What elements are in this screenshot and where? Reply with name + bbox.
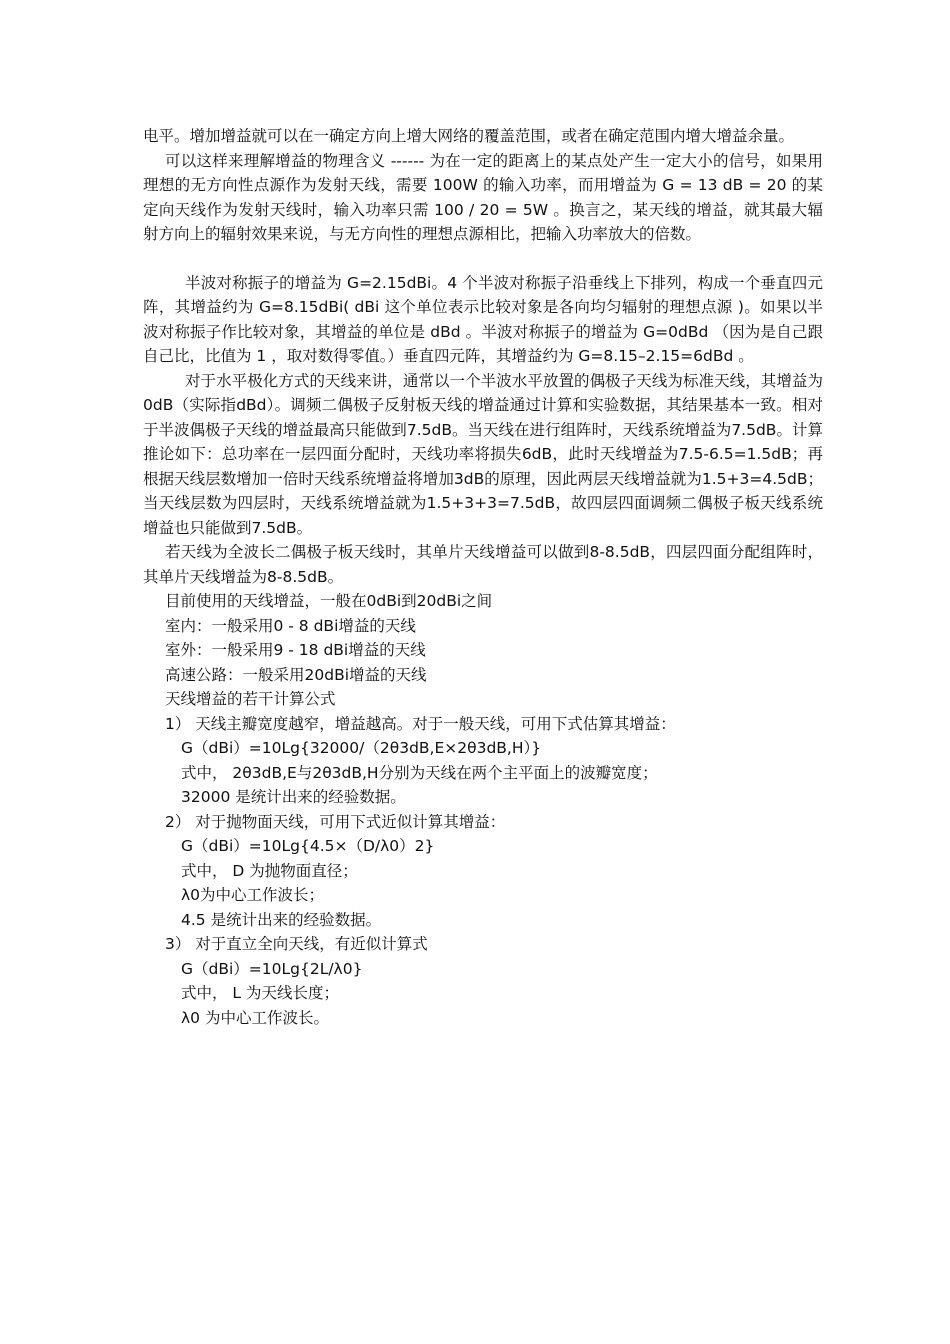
line-highway: 高速公路：一般采用20dBi增益的天线: [165, 665, 427, 684]
paragraph-full-wave-dipole: 若天线为全波长二偶极子板天线时，其单片天线增益可以做到8-8.5dB，四层四面分配组阵时，其单片天线增益为8-8.5dB。: [143, 543, 823, 586]
paragraph-spacer: [143, 247, 823, 271]
line-item-3: 3） 对于直立全向天线，有近似计算式: [165, 935, 428, 953]
line-formula-3-wavelength: λ0 为中心工作波长。: [181, 1008, 329, 1027]
line-outdoor: 室外：一般采用9 - 18 dBi增益的天线: [165, 641, 426, 659]
paragraph-coverage: 电平。增加增益就可以在一确定方向上增大网络的覆盖范围，或者在确定范围内增大增益余量。: [143, 127, 795, 145]
paragraph-horizontal-polarization: 对于水平极化方式的天线来讲，通常以一个半波水平放置的偶极子天线为标准天线，其增益为0dB（实际指dBd）。调频二偶极子反射板天线的增益通过计算和实验数据，其结果基本一致。相对于半波偶极子天线的增益最高只能做到7.5dB。当天线在进行组阵时，天线系统增益为7.5dB。计算推论如下：总功率在一层四面分配时，天线功率将损失6dB，此时天线增益为7.5-6.5=1.5dB；再根据天线层数增加一倍时天线系统增益将增加3dB的原理，因此两层天线增益就为1.5+3=4.5dB；当天线层数为四层时，天线系统增益就为1.5+3+3=7.5dB，故四层四面调频二偶极子板天线系统增益也只能做到7.5dB。: [143, 371, 823, 537]
line-gain-range: 目前使用的天线增益，一般在0dBi到20dBi之间: [165, 592, 493, 610]
line-formula-1: G（dBi）=10Lg{32000/（2θ3dB,E×2θ3dB,H）}: [181, 739, 542, 757]
line-item-1: 1） 天线主瓣宽度越窄，增益越高。对于一般天线，可用下式估算其增益：: [165, 714, 676, 733]
line-indoor: 室内：一般采用0 - 8 dBi增益的天线: [165, 616, 416, 635]
line-formula-1-note: 式中， 2θ3dB,E与2θ3dB,H分别为天线在两个主平面上的波瓣宽度；: [181, 763, 658, 782]
line-formula-3: G（dBi）=10Lg{2L/λ0}: [181, 959, 363, 978]
line-formula-1-data: 32000 是统计出来的经验数据。: [181, 788, 406, 806]
line-formula-2-data: 4.5 是统计出来的经验数据。: [181, 910, 382, 929]
document-body: [143, 124, 823, 1030]
paragraph-half-wave-dipole: 半波对称振子的增益为 G=2.15dBi。4 个半波对称振子沿垂线上下排列，构成一个垂直四元阵，其增益约为 G=8.15dBi( dBi 这个单位表示比较对象是各向均匀辐射的理想点源 )。如果以半波对称振子作比较对象，其增益的单位是 dBd 。半波对称振子的增益为 G=0dBd （因为是自己跟自己比，比值为 1 ，取对数得零值。）垂直四元阵，其增益约为 G=8.15–2.15=6dBd 。: [143, 273, 823, 365]
paragraph-gain-meaning: 可以这样来理解增益的物理含义 ------ 为在一定的距离上的某点处产生一定大小的信号，如果用理想的无方向性点源作为发射天线，需要 100W 的输入功率，而用增益为 G = 13 dB = 20 的某定向天线作为发射天线时，输入功率只需 100 / 20 = 5W 。换言之，某天线的增益，就其最大辐射方向上的辐射效果来说，与无方向性的理想点源相比，把输入功率放大的倍数。: [143, 151, 823, 243]
line-formula-2-note: 式中， D 为抛物面直径；: [181, 861, 358, 880]
line-formula-heading: 天线增益的若干计算公式: [165, 690, 336, 708]
line-formula-2-wavelength: λ0为中心工作波长；: [181, 886, 325, 904]
line-formula-2: G（dBi）=10Lg{4.5×（D/λ0）2}: [181, 837, 435, 855]
line-formula-3-note: 式中， L 为天线长度；: [181, 984, 339, 1002]
line-item-2: 2） 对于抛物面天线，可用下式近似计算其增益：: [165, 812, 506, 831]
